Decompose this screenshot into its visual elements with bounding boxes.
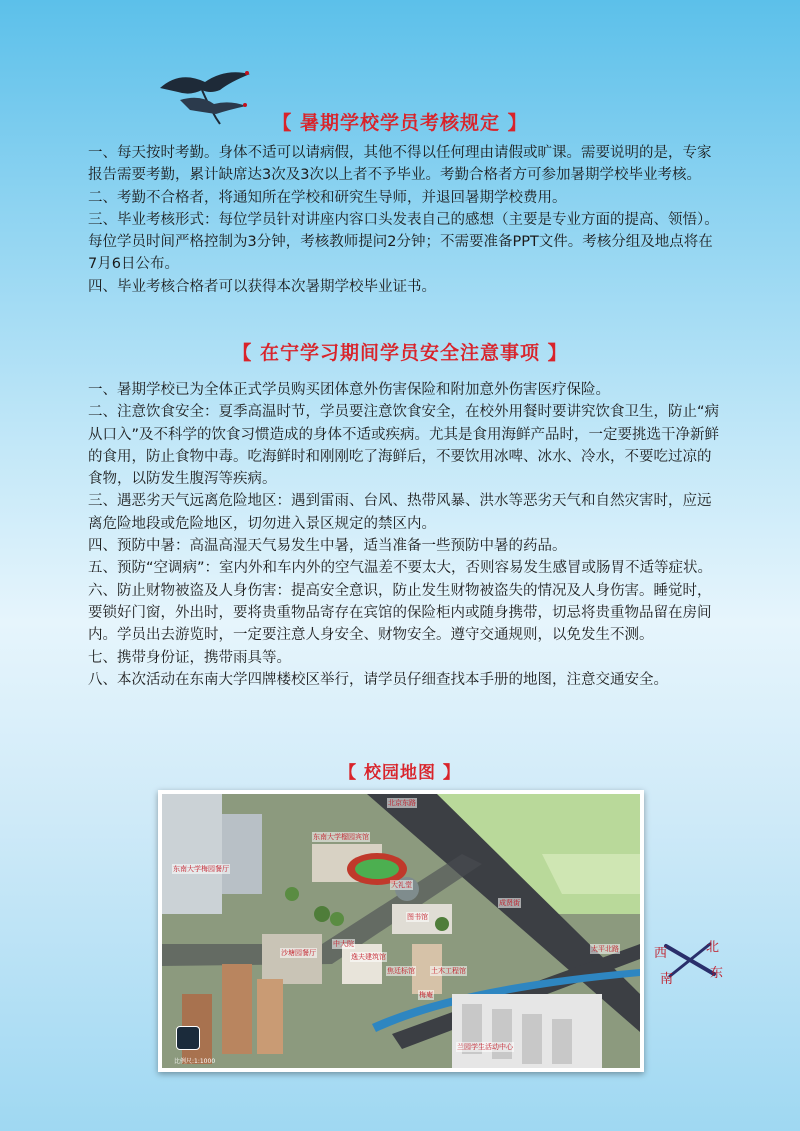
map-label: 北京东路 bbox=[388, 799, 416, 807]
rule-item: 二、考勤不合格者，将通知所在学校和研究生导师，并退回暑期学校费用。 bbox=[88, 189, 567, 206]
map-label: 中大院 bbox=[333, 940, 354, 948]
map-logo-icon bbox=[176, 1026, 200, 1050]
map-label: 逸夫建筑馆 bbox=[351, 953, 386, 961]
map-label: 焦廷标馆 bbox=[387, 967, 415, 975]
safety-item: 一、暑期学校已为全体正式学员购买团体意外伤害保险和附加意外伤害医疗保险。 bbox=[88, 382, 610, 398]
compass-south: 南 bbox=[660, 972, 674, 987]
campus-map-drawing bbox=[162, 794, 640, 1068]
campus-map-image bbox=[162, 794, 640, 1068]
compass-east: 东 bbox=[710, 966, 724, 981]
campus-map[interactable] bbox=[158, 790, 644, 1072]
map-label: 大礼堂 bbox=[391, 881, 412, 889]
rule-item: 四、毕业考核合格者可以获得本次暑期学校毕业证书。 bbox=[88, 278, 436, 295]
map-scale: 比例尺:1:1000 bbox=[174, 1058, 216, 1065]
map-label: 沙塘园餐厅 bbox=[281, 949, 316, 957]
safety-notes-heading: 【 在宁学习期间学员安全注意事项 】 bbox=[232, 342, 568, 364]
safety-item: 七、携带身份证，携带雨具等。 bbox=[88, 649, 291, 666]
map-label: 东南大学榴园宾馆 bbox=[313, 833, 369, 841]
compass-west: 西 bbox=[654, 946, 668, 961]
compass-rose bbox=[654, 930, 726, 990]
map-label: 成贤街 bbox=[499, 899, 520, 907]
map-label: 太平北路 bbox=[591, 945, 619, 953]
map-label: 图书馆 bbox=[407, 913, 428, 921]
map-label: 土木工程馆 bbox=[431, 967, 466, 975]
rule-item: 一、每天按时考勤。身体不适可以请病假，其他不得以任何理由请假或旷课。需要说明的是，专家报告需要考勤，累计缺席达3次及3次以上者不予毕业。考勤合格者方可参加暑期学校毕业考核。 bbox=[88, 145, 712, 184]
safety-item: 二、注意饮食安全：夏季高温时节，学员要注意饮食安全，在校外用餐时要讲究饮食卫生，防止“病从口入”及不科学的饮食习惯造成的身体不适或疾病。尤其是食用海鲜产品时，一定要挑选干净新鲜的食用，防止食物中毒。吃海鲜时和刚刚吃了海鲜后，不要饮用冰啤、冰水、冷水，不要吃过凉的食物，以防发生腹泻等疾病。 bbox=[88, 404, 720, 488]
safety-item: 三、遇恶劣天气远离危险地区：遇到雷雨、台风、热带风暴、洪水等恶劣天气和自然灾害时，应远离危险地段或危险地区，切勿进入景区规定的禁区内。 bbox=[88, 493, 712, 532]
rule-item: 三、毕业考核形式：每位学员针对讲座内容口头发表自己的感想（主要是专业方面的提高、领悟）。每位学员时间严格控制为3分钟，考核教师提问2分钟；不需要准备PPT文件。考核分组及地点将在7月6日公布。 bbox=[88, 211, 719, 273]
map-label: 兰园学生活动中心 bbox=[457, 1043, 513, 1051]
assessment-rules-list bbox=[88, 142, 720, 298]
safety-notes-list bbox=[88, 379, 720, 691]
safety-item: 八、本次活动在东南大学四牌楼校区举行，请学员仔细查找本手册的地图，注意交通安全。 bbox=[88, 671, 668, 688]
map-label: 梅庵 bbox=[419, 991, 433, 999]
safety-item: 六、防止财物被盗及人身伤害：提高安全意识，防止发生财物被盗失的情况及人身伤害。睡觉时，要锁好门窗，外出时，要将贵重物品寄存在宾馆的保险柜内或随身携带，切忌将贵重物品留在房间内。学员出去游览时，一定要注意人身安全、财物安全。遵守交通规则，以免发生不测。 bbox=[88, 582, 712, 644]
assessment-rules-heading: 【 暑期学校学员考核规定 】 bbox=[272, 112, 528, 134]
compass-north: 北 bbox=[706, 940, 720, 955]
safety-item: 四、预防中暑：高温高湿天气易发生中暑，适当准备一些预防中暑的药品。 bbox=[88, 538, 567, 555]
safety-item: 五、预防“空调病”：室内外和车内外的空气温差不要太大，否则容易发生感冒或肠胃不适等症状。 bbox=[88, 560, 713, 577]
campus-map-heading: 【 校园地图 】 bbox=[339, 763, 461, 783]
map-label: 东南大学梅园餐厅 bbox=[173, 865, 229, 873]
